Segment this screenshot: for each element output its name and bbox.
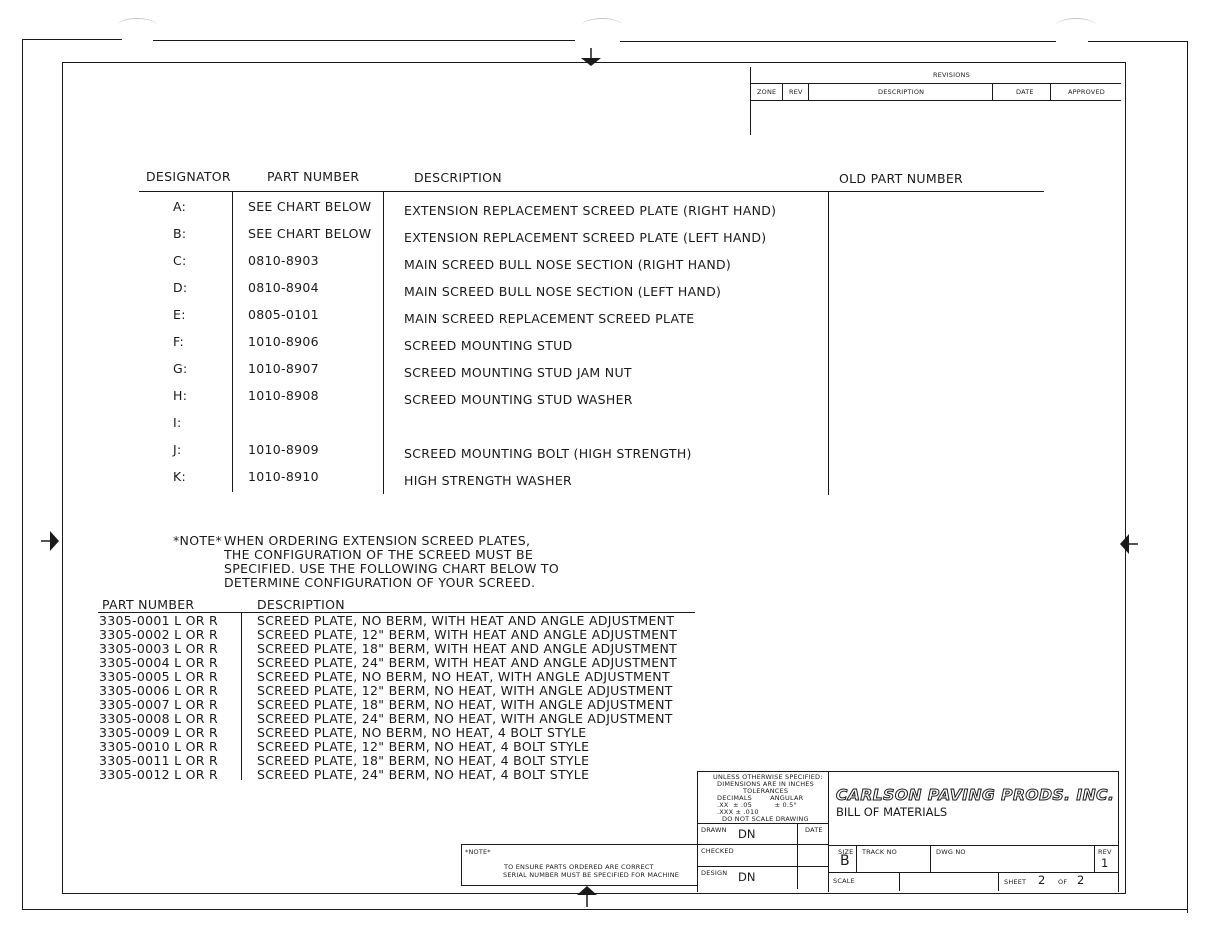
design-label: DESIGN <box>701 869 728 877</box>
chart-header-part-number: PART NUMBER <box>102 597 195 612</box>
chart-description: SCREED PLATE, NO BERM, WITH HEAT AND ANGLE ADJUSTMENT <box>257 613 675 628</box>
chart-description: SCREED PLATE, 18" BERM, NO HEAT, 4 BOLT STYLE <box>257 753 590 768</box>
bom-description: SCREED MOUNTING STUD JAM NUT <box>404 365 632 380</box>
outer-frame-top <box>22 39 122 40</box>
chart-description: SCREED PLATE, NO BERM, NO HEAT, WITH ANGLE ADJUSTMENT <box>257 669 670 684</box>
bom-header-description: DESCRIPTION <box>414 170 502 185</box>
punch-hole-mark <box>582 18 622 33</box>
revisions-divider <box>782 83 783 100</box>
chart-description: SCREED PLATE, 24" BERM, NO HEAT, WITH ANGLE ADJUSTMENT <box>257 711 673 726</box>
scale-label: SCALE <box>833 877 855 885</box>
revisions-divider <box>808 83 809 100</box>
bom-description: MAIN SCREED BULL NOSE SECTION (LEFT HAND) <box>404 284 722 299</box>
footer-note-border <box>461 885 698 886</box>
bom-part-number: 1010-8910 <box>248 469 319 484</box>
bom-part-number: 1010-8908 <box>248 388 319 403</box>
chart-part-number: 3305-0011 L OR R <box>99 753 219 768</box>
outer-frame-top <box>620 41 1056 42</box>
bom-designator: B: <box>173 226 187 241</box>
bom-designator: A: <box>173 199 187 214</box>
sheet-of-label: OF <box>1058 878 1068 886</box>
title-block-border <box>697 771 1119 772</box>
bom-description: HIGH STRENGTH WASHER <box>404 473 573 488</box>
title-block-divider <box>697 844 828 845</box>
punch-hole-mark <box>1056 18 1096 33</box>
bom-part-number: 1010-8907 <box>248 361 319 376</box>
tolerances-line: UNLESS OTHERWISE SPECIFIED: <box>713 773 823 781</box>
note-line: DETERMINE CONFIGURATION OF YOUR SCREED. <box>224 575 536 590</box>
bom-designator: E: <box>173 307 186 322</box>
footer-note-line: SERIAL NUMBER MUST BE SPECIFIED FOR MACHINE <box>503 871 680 879</box>
note-line: THE CONFIGURATION OF THE SCREED MUST BE <box>224 547 534 562</box>
chart-col-divider <box>241 612 242 780</box>
note-line: WHEN ORDERING EXTENSION SCREED PLATES, <box>224 533 531 548</box>
tolerances-line: .XX ± .05 ± 0.5° <box>717 801 797 809</box>
note-line: SPECIFIED. USE THE FOLLOWING CHART BELOW TO <box>224 561 560 576</box>
chart-description: SCREED PLATE, 24" BERM, NO HEAT, 4 BOLT STYLE <box>257 767 590 782</box>
title-block-divider <box>697 866 828 867</box>
title-block-divider <box>998 872 999 891</box>
size-label: SIZE <box>838 848 854 856</box>
arrow-left-icon <box>1117 533 1139 555</box>
bom-description: MAIN SCREED BULL NOSE SECTION (RIGHT HAND) <box>404 257 732 272</box>
design-value: DN <box>738 870 756 884</box>
bom-header-part-number: PART NUMBER <box>267 169 360 184</box>
chart-part-number: 3305-0009 L OR R <box>99 725 219 740</box>
bom-part-number: 1010-8909 <box>248 442 319 457</box>
revisions-divider <box>992 83 993 100</box>
outer-frame-top <box>1088 41 1188 42</box>
chart-description: SCREED PLATE, NO BERM, NO HEAT, 4 BOLT STYLE <box>257 725 587 740</box>
drawing-title: BILL OF MATERIALS <box>836 805 948 819</box>
bom-col-divider <box>383 191 384 494</box>
bom-description: EXTENSION REPLACEMENT SCREED PLATE (LEFT HAND) <box>404 230 767 245</box>
title-block-border <box>697 771 698 892</box>
revisions-divider <box>750 100 1121 101</box>
chart-part-number: 3305-0008 L OR R <box>99 711 219 726</box>
bom-part-number: SEE CHART BELOW <box>248 199 372 214</box>
title-block-divider <box>828 872 1118 873</box>
drawn-value: DN <box>738 827 756 841</box>
chart-part-number: 3305-0006 L OR R <box>99 683 219 698</box>
chart-description: SCREED PLATE, 18" BERM, WITH HEAT AND ANGLE ADJUSTMENT <box>257 641 678 656</box>
bom-part-number: 0810-8903 <box>248 253 319 268</box>
arrow-down-icon <box>579 48 603 68</box>
footer-note-line: TO ENSURE PARTS ORDERED ARE CORRECT <box>504 863 654 871</box>
tolerances-line: DECIMALS ANGULAR <box>717 794 804 802</box>
chart-part-number: 3305-0010 L OR R <box>99 739 219 754</box>
bom-header-designator: DESIGNATOR <box>146 169 231 184</box>
bom-header-old-part-number: OLD PART NUMBER <box>839 171 964 186</box>
tolerances-line: DO NOT SCALE DRAWING <box>722 815 809 823</box>
revisions-col-zone: ZONE <box>757 88 777 96</box>
checked-label: CHECKED <box>701 847 734 855</box>
title-block-divider <box>797 823 798 889</box>
bom-designator: I: <box>173 415 182 430</box>
sheet-label: SHEET <box>1004 878 1027 886</box>
bom-designator: F: <box>173 334 185 349</box>
rev-value: 1 <box>1101 856 1109 870</box>
title-block-border <box>1118 771 1119 892</box>
revisions-title: REVISIONS <box>933 71 970 79</box>
size-value: B <box>840 853 850 869</box>
chart-description: SCREED PLATE, 12" BERM, NO HEAT, 4 BOLT STYLE <box>257 739 590 754</box>
bom-part-number: SEE CHART BELOW <box>248 226 372 241</box>
bom-description: MAIN SCREED REPLACEMENT SCREED PLATE <box>404 311 695 326</box>
tolerances-line: DIMENSIONS ARE IN INCHES <box>717 780 814 788</box>
bom-description: SCREED MOUNTING STUD WASHER <box>404 392 633 407</box>
sheet-total: 2 <box>1077 873 1085 887</box>
revisions-col-date: DATE <box>1016 88 1034 96</box>
rev-label: REV <box>1098 848 1112 856</box>
inner-frame <box>62 62 1126 894</box>
footer-note-border <box>461 844 462 886</box>
footer-note-label: *NOTE* <box>465 848 491 856</box>
outer-frame-top <box>153 40 575 41</box>
bom-designator: K: <box>173 469 187 484</box>
revisions-col-approved: APPROVED <box>1068 88 1105 96</box>
revisions-divider <box>1050 83 1051 100</box>
drawn-label: DRAWN <box>701 826 727 834</box>
title-block-divider <box>697 823 828 824</box>
bom-col-divider <box>828 191 829 495</box>
chart-part-number: 3305-0007 L OR R <box>99 697 219 712</box>
chart-description: SCREED PLATE, 12" BERM, NO HEAT, WITH ANGLE ADJUSTMENT <box>257 683 673 698</box>
title-block-divider <box>1094 845 1095 872</box>
bom-description: SCREED MOUNTING BOLT (HIGH STRENGTH) <box>404 446 692 461</box>
revisions-divider <box>750 83 1121 84</box>
arrow-right-icon <box>40 530 62 552</box>
date-label: DATE <box>805 826 823 834</box>
footer-note-border <box>461 844 698 845</box>
bom-designator: H: <box>173 388 188 403</box>
chart-part-number: 3305-0002 L OR R <box>99 627 219 642</box>
bom-description: EXTENSION REPLACEMENT SCREED PLATE (RIGHT HAND) <box>404 203 777 218</box>
outer-frame-right <box>1187 41 1188 913</box>
company-name: CARLSON PAVING PRODS. INC. <box>836 786 1115 804</box>
chart-description: SCREED PLATE, 24" BERM, WITH HEAT AND ANGLE ADJUSTMENT <box>257 655 678 670</box>
chart-part-number: 3305-0012 L OR R <box>99 767 219 782</box>
chart-description: SCREED PLATE, 18" BERM, NO HEAT, WITH ANGLE ADJUSTMENT <box>257 697 673 712</box>
bom-designator: G: <box>173 361 188 376</box>
arrow-up-icon <box>575 885 599 909</box>
bom-designator: C: <box>173 253 187 268</box>
track-no-label: TRACK NO <box>862 848 898 856</box>
bom-designator: J: <box>173 442 182 457</box>
chart-part-number: 3305-0003 L OR R <box>99 641 219 656</box>
note-label: *NOTE* <box>173 533 223 548</box>
bom-part-number: 0810-8904 <box>248 280 319 295</box>
outer-frame-bottom <box>22 909 1188 910</box>
bom-part-number: 1010-8906 <box>248 334 319 349</box>
punch-hole-mark <box>117 18 157 33</box>
chart-header-description: DESCRIPTION <box>257 597 345 612</box>
bom-part-number: 0805-0101 <box>248 307 319 322</box>
bom-description: SCREED MOUNTING STUD <box>404 338 573 353</box>
chart-description: SCREED PLATE, 12" BERM, WITH HEAT AND ANGLE ADJUSTMENT <box>257 627 678 642</box>
dwg-no-label: DWG NO <box>936 848 966 856</box>
bom-col-divider <box>232 191 233 492</box>
revisions-border <box>750 67 751 135</box>
tolerances-line: TOLERANCES <box>743 787 789 795</box>
title-block-divider <box>828 771 829 892</box>
outer-frame-left <box>22 39 23 909</box>
title-block-divider <box>828 845 1118 846</box>
title-block-divider <box>856 845 857 872</box>
chart-part-number: 3305-0005 L OR R <box>99 669 219 684</box>
sheet-number: 2 <box>1038 873 1046 887</box>
chart-part-number: 3305-0004 L OR R <box>99 655 219 670</box>
title-block-divider <box>899 872 900 891</box>
revisions-col-description: DESCRIPTION <box>878 88 925 96</box>
tolerances-line: .XXX ± .010 <box>717 808 759 816</box>
revisions-col-rev: REV <box>789 88 803 96</box>
bom-header-rule <box>139 191 1044 192</box>
bom-designator: D: <box>173 280 188 295</box>
title-block-divider <box>930 845 931 872</box>
chart-part-number: 3305-0001 L OR R <box>99 613 219 628</box>
